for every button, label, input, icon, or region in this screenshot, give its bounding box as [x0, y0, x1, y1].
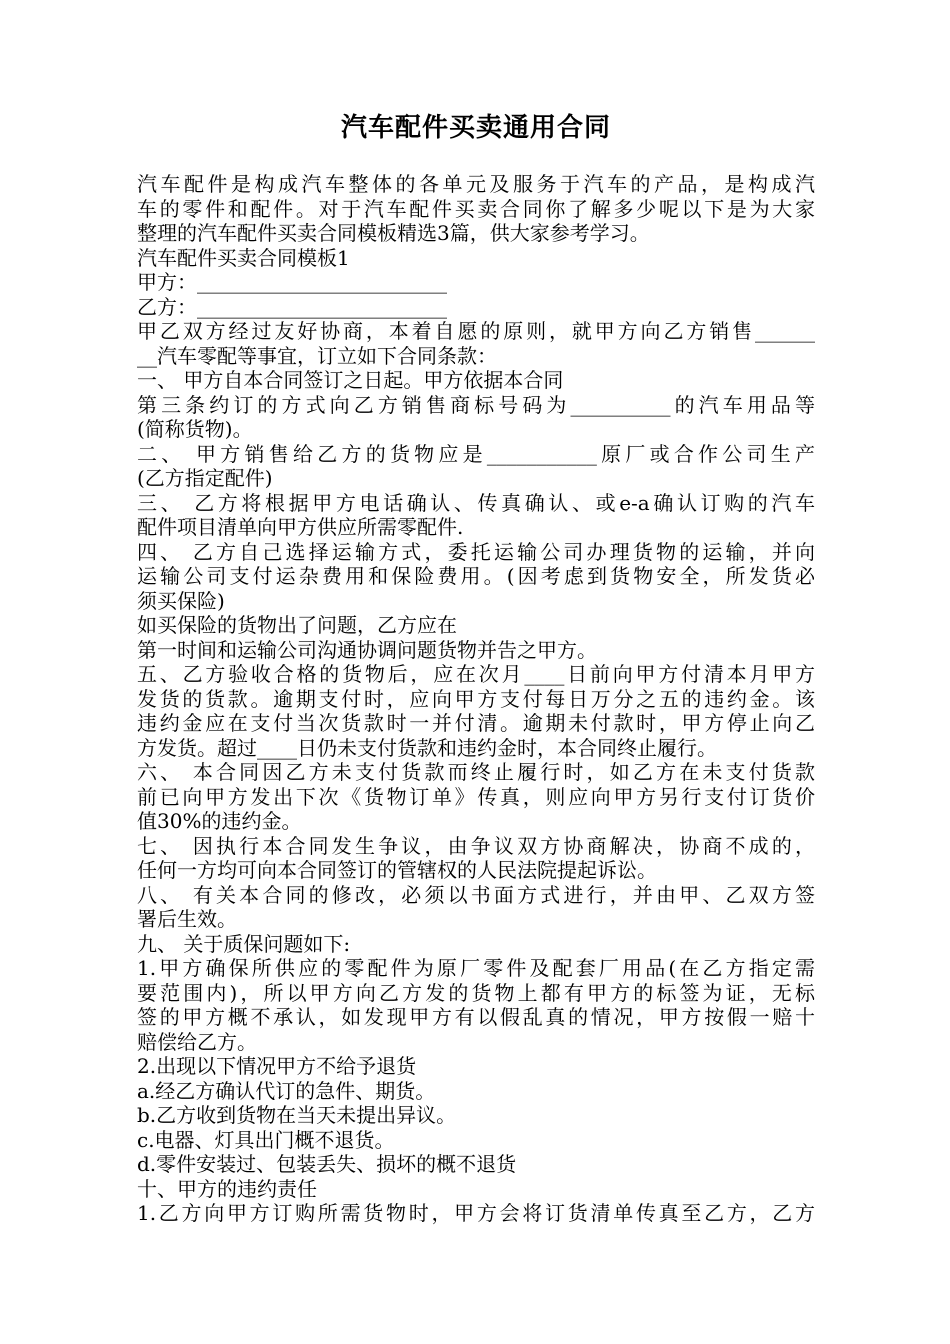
document-body	[137, 172, 815, 1226]
document-line: 一、 甲方自本合同签订之日起。甲方依据本合同	[137, 368, 564, 392]
document-line: 发货的货款。逾期支付时，应向甲方支付每日万分之五的违约金。该	[137, 686, 815, 711]
document-line: 配件项目清单向甲方供应所需零配件.	[137, 515, 464, 539]
document-line: 1.甲方确保所供应的零配件为原厂零件及配套厂用品(在乙方指定需	[137, 956, 815, 980]
document-line: (简称货物)。	[137, 417, 253, 441]
document-line: 第三条约订的方式向乙方销售商标号码为__________的汽车用品等	[137, 392, 815, 417]
document-line: 1.乙方向甲方订购所需货物时，甲方会将订货清单传真至乙方，乙方	[137, 1201, 815, 1225]
document-line: 如买保险的货物出了问题，乙方应在	[137, 613, 457, 637]
document-line: 赔偿给乙方。	[137, 1029, 257, 1054]
document-line: 署后生效。	[137, 907, 237, 931]
document-line: 车的零件和配件。对于汽车配件买卖合同你了解多少呢以下是为大家	[137, 196, 815, 221]
document-line: 乙方：_________________________	[137, 294, 447, 319]
document-line: 前已向甲方发出下次《货物订单》传真，则应向甲方另行支付订货价	[137, 784, 815, 809]
document-line: 七、 因执行本合同发生争议，由争议双方协商解决，协商不成的，	[137, 833, 815, 858]
document-line: b.乙方收到货物在当天未提出异议。	[137, 1103, 457, 1127]
document-line: 整理的汽车配件买卖合同模板精选3篇，供大家参考学习。	[137, 221, 650, 245]
document-line: __汽车零配等事宜，订立如下合同条款：	[137, 343, 497, 368]
document-line: 第一时间和运输公司沟通协调问题货物并告之甲方。	[137, 637, 597, 662]
document-line: 甲乙双方经过友好协商，本着自愿的原则，就甲方向乙方销售______	[137, 319, 815, 343]
document-line: 值30%的违约金。	[137, 809, 302, 833]
document-line: 八、 有关本合同的修改，必须以书面方式进行，并由甲、乙双方签	[137, 882, 815, 907]
document-title: 汽车配件买卖通用合同	[340, 113, 611, 143]
document-line: d.零件安装过、包装丢失、损坏的概不退货	[137, 1152, 517, 1176]
document-line: 十、甲方的违约责任	[137, 1176, 317, 1201]
document-line: 违约金应在支付当次货款时一并付清。逾期未付款时，甲方停止向乙	[137, 711, 815, 735]
document-line: 汽车配件买卖合同模板1	[137, 245, 350, 270]
document-line: 运输公司支付运杂费用和保险费用。(因考虑到货物安全，所发货必	[137, 564, 815, 588]
document-line: 方发货。超过____日仍未支付货款和违约金时，本合同终止履行。	[137, 735, 717, 760]
document-line: 甲方：_________________________	[137, 270, 447, 294]
document-line: 要范围内)，所以甲方向乙方发的货物上都有甲方的标签为证，无标	[137, 980, 815, 1005]
document-line: 六、 本合同因乙方未支付货款而终止履行时，如乙方在未支付货款	[137, 760, 815, 784]
document-line: 二、 甲方销售给乙方的货物应是___________原厂或合作公司生产	[137, 441, 815, 466]
document-line: 须买保险)	[137, 588, 225, 613]
document-line: (乙方指定配件)	[137, 466, 273, 490]
document-line: 五、乙方验收合格的货物后，应在次月____日前向甲方付清本月甲方	[137, 662, 815, 686]
document-line: a.经乙方确认代订的急件、期货。	[137, 1078, 436, 1103]
document-line: 任何一方均可向本合同签订的管辖权的人民法院提起诉讼。	[137, 858, 657, 882]
document-line: 三、 乙方将根据甲方电话确认、传真确认、或e-a确认订购的汽车	[137, 490, 815, 515]
document-line: c.电器、灯具出门概不退货。	[137, 1127, 395, 1152]
document-line: 汽车配件是构成汽车整体的各单元及服务于汽车的产品，是构成汽	[137, 172, 815, 196]
document-line: 九、 关于质保问题如下:	[137, 931, 351, 956]
document-line: 四、 乙方自己选择运输方式，委托运输公司办理货物的运输，并向	[137, 539, 815, 564]
document-line: 签的甲方概不承认，如发现甲方有以假乱真的情况，甲方按假一赔十	[137, 1005, 815, 1029]
document-page	[137, 100, 815, 1226]
document-line: 2.出现以下情况甲方不给予退货	[137, 1054, 417, 1078]
